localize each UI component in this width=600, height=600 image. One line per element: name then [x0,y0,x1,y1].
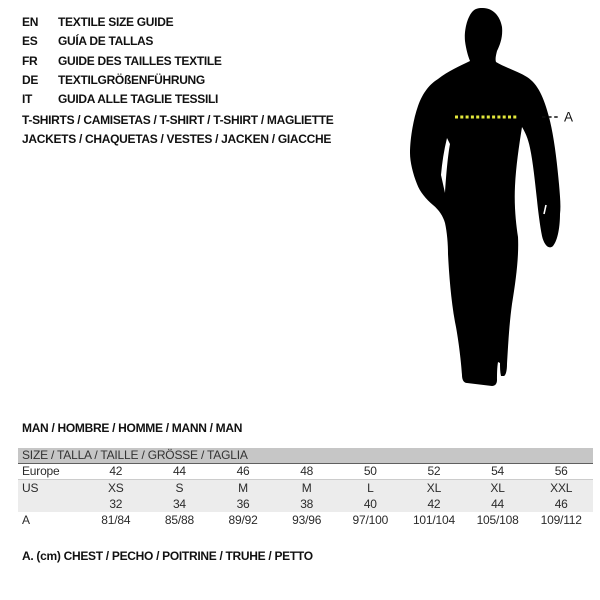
row-label [18,496,84,512]
cell: 42 [109,464,123,478]
cell: XXL [550,481,573,495]
table-row-numeric [18,496,593,512]
row-label: A [22,513,30,527]
cell: 97/100 [352,513,389,527]
cell: XL [490,481,505,495]
table-row-us [18,480,593,496]
cell: S [175,481,184,495]
man-silhouette [410,8,560,386]
cell: 109/112 [540,513,582,527]
measurement-footnote: A. (cm) CHEST / PECHO / POITRINE / TRUHE / PETTO [22,549,313,563]
size-table-header: SIZE / TALLA / TAILLE / GRÖSSE / TAGLIA [18,448,593,464]
cell: 85/88 [164,513,194,527]
cell: 40 [363,497,377,511]
cell: 34 [172,497,186,511]
cell: M [301,481,312,495]
cell: 46 [236,464,250,478]
lang-title: GUIDE DES TAILLES TEXTILE [58,53,222,68]
lang-code: ES [22,34,38,49]
cell: 38 [300,497,314,511]
cell: 81/84 [101,513,131,527]
cell: 101/104 [412,513,455,527]
size-table [18,448,593,528]
cell: 50 [363,464,377,478]
cell: 44 [491,497,505,511]
cell: XS [108,481,124,495]
section-title-man: MAN / HOMBRE / HOMME / MANN / MAN [22,421,243,435]
cell: 48 [300,464,314,478]
man-silhouette-figure [400,4,578,390]
cell: 42 [427,497,441,511]
row-label: Europe [22,464,60,478]
category-tshirts: T-SHIRTS / CAMISETAS / T-SHIRT / T-SHIRT / MAGLIETTE [22,113,334,127]
row-label: US [22,481,39,495]
cell: 46 [554,497,568,511]
cell: M [238,481,248,495]
lang-title: TEXTILE SIZE GUIDE [58,15,174,29]
language-list [22,13,222,109]
cell: 36 [236,497,250,511]
lang-title: GUIDA ALLE TAGLIE TESSILI [58,92,219,107]
lang-title: TEXTILGRÖßENFÜHRUNG [58,72,205,87]
category-jackets: JACKETS / CHAQUETAS / VESTES / JACKEN / GIACCHE [22,132,332,146]
cell: 52 [427,464,441,478]
cell: XL [426,481,442,495]
lang-code: FR [22,53,38,68]
cell: L [367,481,374,495]
cell: 89/92 [228,513,258,527]
cell: 44 [172,464,186,478]
table-row-europe [18,464,593,480]
lang-code: EN [22,15,39,29]
lang-title: GUÍA DE TALLAS [58,34,154,49]
lang-code: IT [22,92,33,107]
cell: 54 [491,464,505,478]
cell: 56 [554,464,568,478]
cell: 93/96 [292,513,322,527]
cell: 32 [109,497,123,511]
garment-categories [22,111,334,149]
lang-code: DE [22,72,39,87]
table-row-a-chest [18,512,593,528]
measure-label-a: A [564,109,574,125]
cell: 105/108 [476,513,519,527]
